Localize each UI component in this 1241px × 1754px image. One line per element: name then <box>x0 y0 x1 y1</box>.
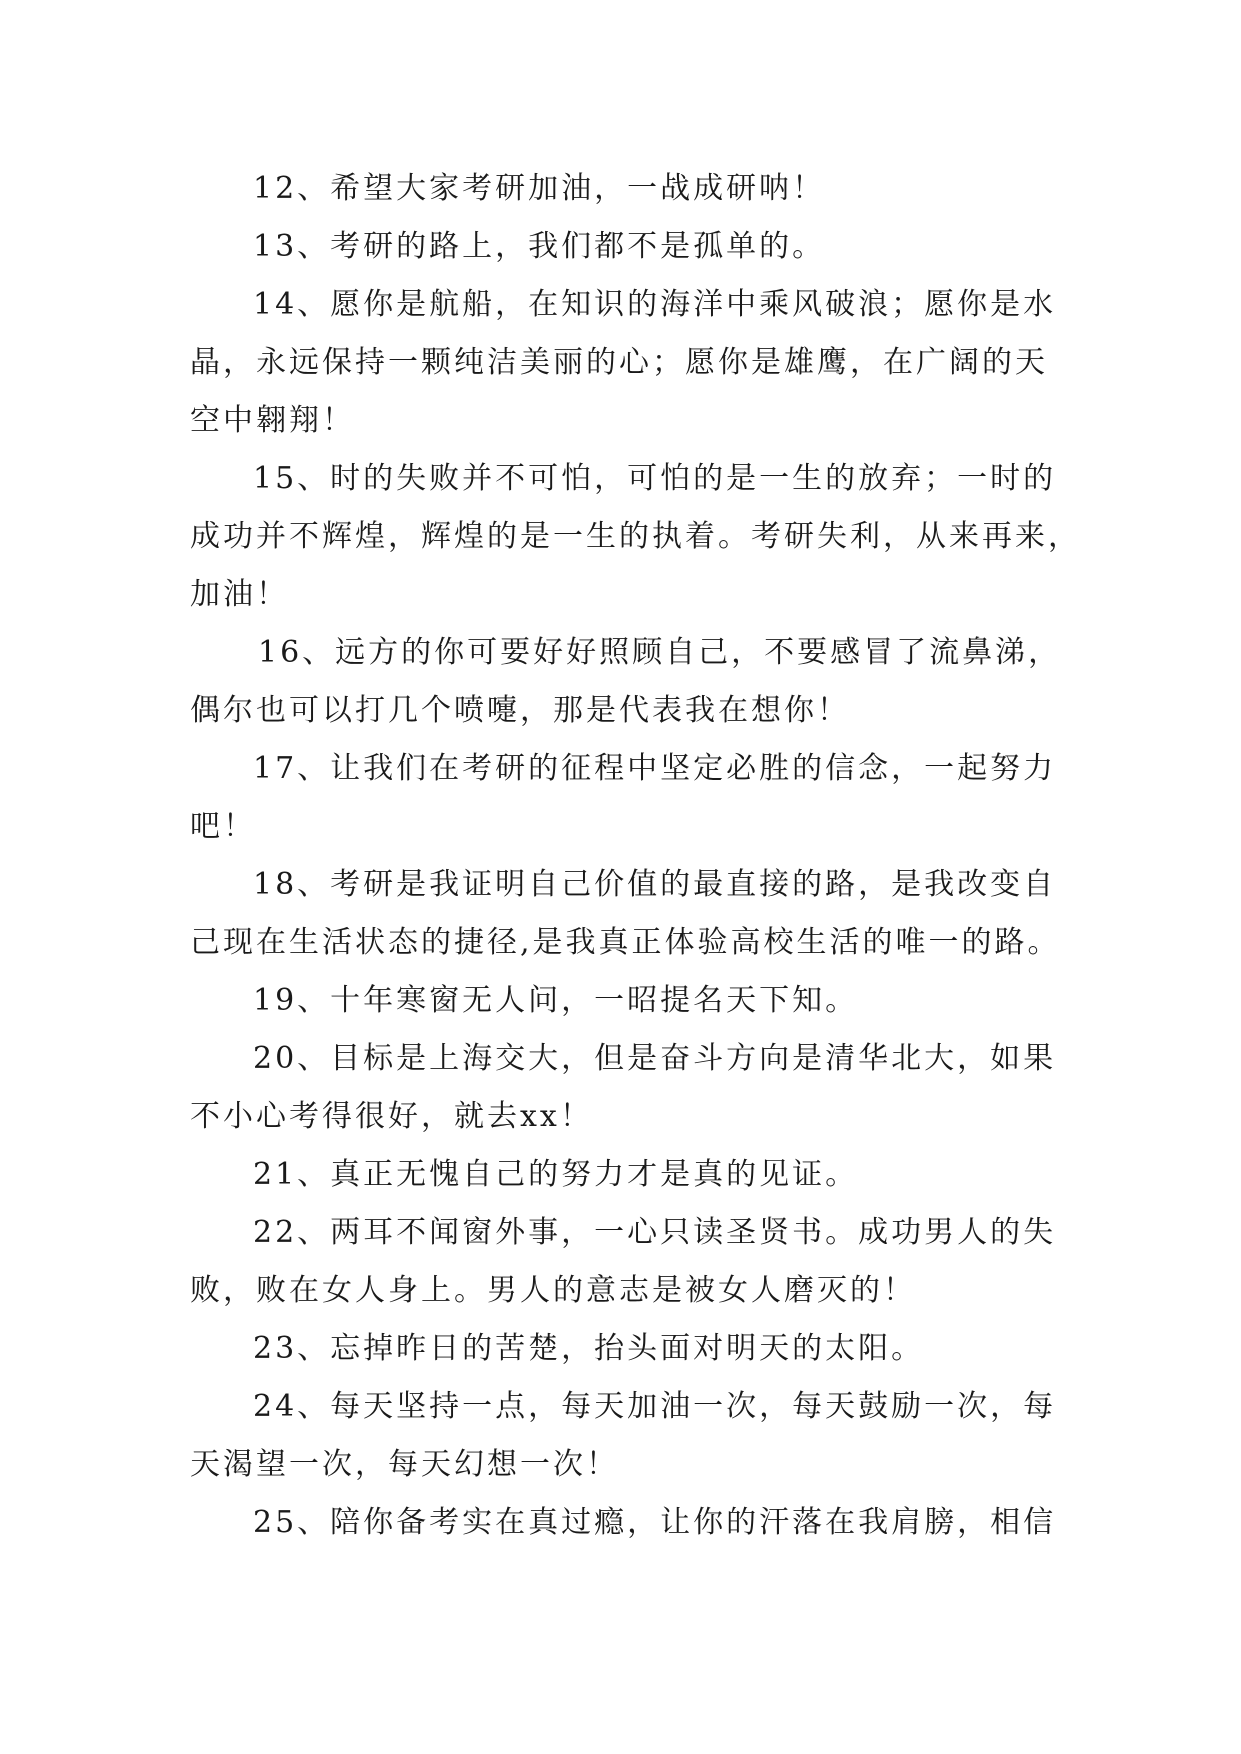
text-line: 晶，永远保持一颗纯洁美丽的心；愿你是雄鹰，在广阔的天 <box>190 345 1048 380</box>
text-line: 14、愿你是航船，在知识的海洋中乘风破浪；愿你是水 <box>253 287 1057 322</box>
text-line: 吧！ <box>190 809 256 844</box>
text-line: 成功并不辉煌，辉煌的是一生的执着。考研失利，从来再来， <box>190 519 1081 554</box>
text-line: 12、希望大家考研加油，一战成研呐！ <box>253 171 826 206</box>
text-line: 不小心考得很好，就去xx！ <box>190 1099 593 1134</box>
text-line: 天渴望一次，每天幻想一次！ <box>190 1447 619 1482</box>
text-line: 20、目标是上海交大，但是奋斗方向是清华北大，如果 <box>253 1041 1057 1076</box>
text-line: 己现在生活状态的捷径,是我真正体验高校生活的唯一的路。 <box>190 925 1061 960</box>
document-body <box>190 160 1081 1552</box>
text-line: 23、忘掉昨日的苦楚，抬头面对明天的太阳。 <box>253 1331 925 1366</box>
text-line: 16、远方的你可要好好照顾自己，不要感冒了流鼻涕， <box>258 635 1062 670</box>
text-line: 19、十年寒窗无人问，一昭提名天下知。 <box>253 983 859 1018</box>
text-line: 17、让我们在考研的征程中坚定必胜的信念，一起努力 <box>253 751 1057 786</box>
text-line: 加油！ <box>190 577 289 612</box>
text-line: 空中翱翔！ <box>190 403 355 438</box>
text-line: 15、时的失败并不可怕，可怕的是一生的放弃；一时的 <box>253 461 1057 496</box>
text-line: 25、陪你备考实在真过瘾，让你的汗落在我肩膀，相信 <box>253 1505 1057 1540</box>
text-line: 偶尔也可以打几个喷嚏，那是代表我在想你！ <box>190 693 850 728</box>
text-line: 21、真正无愧自己的努力才是真的见证。 <box>253 1157 859 1192</box>
text-line: 22、两耳不闻窗外事，一心只读圣贤书。成功男人的失 <box>253 1215 1057 1250</box>
text-line: 败，败在女人身上。男人的意志是被女人磨灭的！ <box>190 1273 916 1308</box>
text-line: 13、考研的路上，我们都不是孤单的。 <box>253 229 826 264</box>
text-line: 18、考研是我证明自己价值的最直接的路，是我改变自 <box>253 867 1057 902</box>
text-line: 24、每天坚持一点，每天加油一次，每天鼓励一次，每 <box>253 1389 1057 1424</box>
